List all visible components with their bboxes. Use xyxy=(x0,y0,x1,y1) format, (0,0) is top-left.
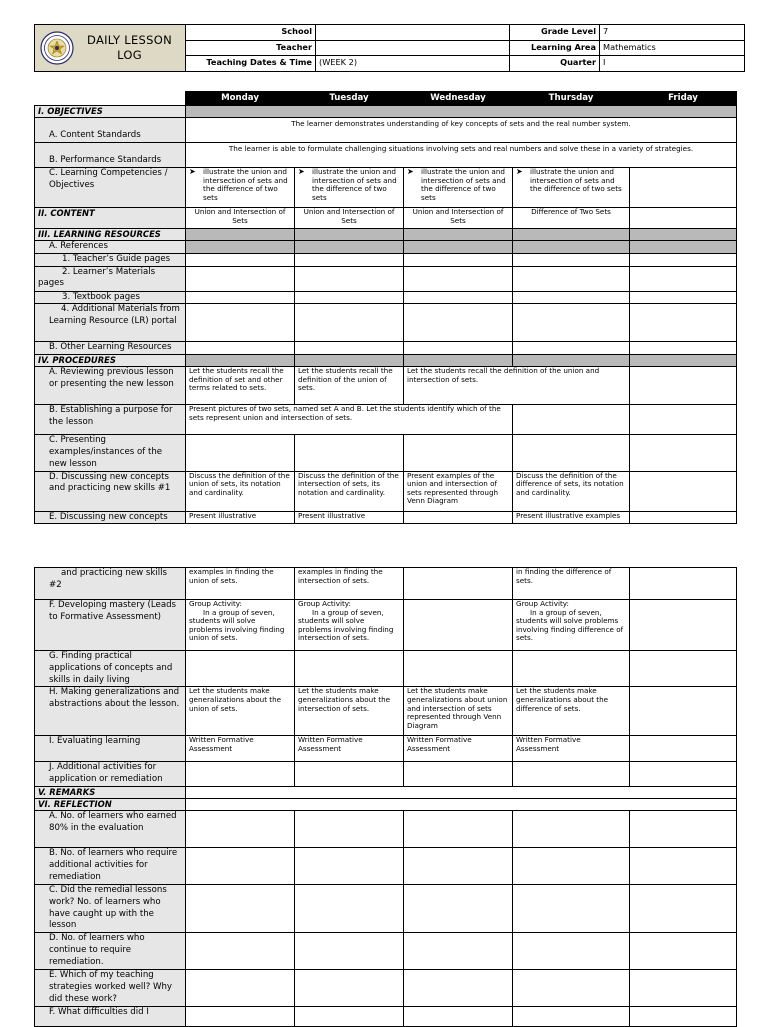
header-table xyxy=(34,24,745,72)
quarter-label: Quarter xyxy=(510,56,600,72)
arrow-bullet-icon: ➤ xyxy=(298,167,305,176)
discuss2-thursday-cont: in finding the difference of sets. xyxy=(513,568,630,600)
arrow-bullet-icon: ➤ xyxy=(189,167,196,176)
discuss1-thursday: Discuss the definition of the difference of sets, its notation and cardinality. xyxy=(513,471,630,511)
competency-friday xyxy=(630,168,737,208)
teaching-dates-label: Teaching Dates & Time xyxy=(186,56,316,72)
row-label-references: A. References xyxy=(35,241,186,254)
discuss2-monday-cont: examples in finding the union of sets. xyxy=(186,568,295,600)
generalization-thursday: Let the students make generalizations about the difference of sets. xyxy=(513,687,630,736)
row-label-competencies: C. Learning Competencies / Objectives xyxy=(35,168,186,208)
review-friday xyxy=(630,367,737,405)
row-label-generalizations: H. Making generalizations and abstractions about the lesson. xyxy=(35,687,186,736)
content-friday xyxy=(630,208,737,229)
logo-cell xyxy=(35,25,186,72)
section-procedures: IV. PROCEDURES xyxy=(35,355,186,367)
content-wednesday: Union and Intersection of Sets xyxy=(404,208,513,229)
row-label-reviewing: A. Reviewing previous lesson or presenting the new lesson xyxy=(35,367,186,405)
quarter-value: I xyxy=(600,56,745,72)
performance-standards-text: The learner is able to formulate challenging situations involving sets and real numbers and solve these in a variety of strategies. xyxy=(186,143,737,168)
day-header-thursday: Thursday xyxy=(513,92,630,106)
school-field xyxy=(316,25,510,41)
discuss1-monday: Discuss the definition of the union of sets, its notation and cardinality. xyxy=(186,471,295,511)
discuss2-monday: Present illustrative xyxy=(186,511,295,524)
row-label-content-standards: A. Content Standards xyxy=(35,118,186,143)
arrow-bullet-icon: ➤ xyxy=(407,167,414,176)
school-label: School xyxy=(186,25,316,41)
deped-seal-icon xyxy=(40,31,74,65)
row-label-additional-activities: J. Additional activities for application or remediation xyxy=(35,762,186,787)
section-bar xyxy=(186,106,737,118)
review-monday: Let the students recall the definition of set and other terms related to sets. xyxy=(186,367,295,405)
row-label-discussing-2-cont: and practicing new skills #2 xyxy=(35,568,186,600)
row-label-tg-pages: 1. Teacher’s Guide pages xyxy=(35,253,186,266)
row-label-reflection-c: C. Did the remedial lessons work? No. of learners who have caught up with the lesson xyxy=(35,884,186,932)
row-label-presenting: C. Presenting examples/instances of the new lesson xyxy=(35,435,186,471)
row-label-lm-pages: 2. Learner’s Materials pages xyxy=(35,266,186,291)
competency-wednesday: ➤ illustrate the union and intersection of sets and the difference of two sets xyxy=(404,168,513,208)
evaluation-wednesday: Written Formative Assessment xyxy=(404,736,513,762)
day-header-wednesday: Wednesday xyxy=(404,92,513,106)
content-monday: Union and Intersection of Sets xyxy=(186,208,295,229)
day-header-monday: Monday xyxy=(186,92,295,106)
section-objectives: I. OBJECTIVES xyxy=(35,106,186,118)
blank-corner xyxy=(35,92,186,106)
content-standards-text: The learner demonstrates understanding of key concepts of sets and the real number system. xyxy=(186,118,737,143)
section-learning-resources: III. LEARNING RESOURCES xyxy=(35,229,186,241)
mastery-tuesday: Group Activity: In a group of seven, students will solve problems involving finding intersection of sets. xyxy=(295,600,404,651)
lesson-table-page2 xyxy=(34,567,737,1027)
arrow-bullet-icon: ➤ xyxy=(516,167,523,176)
teacher-label: Teacher xyxy=(186,40,316,56)
competency-thursday: ➤ illustrate the union and intersection of sets and the difference of two sets xyxy=(513,168,630,208)
grade-level-value: 7 xyxy=(600,25,745,41)
row-label-purpose: B. Establishing a purpose for the lesson xyxy=(35,405,186,435)
evaluation-tuesday: Written Formative Assessment xyxy=(295,736,404,762)
discuss1-tuesday: Discuss the definition of the intersection of sets, its notation and cardinality. xyxy=(295,471,404,511)
section-reflection: VI. REFLECTION xyxy=(35,798,186,810)
review-tuesday: Let the students recall the definition of the union of sets. xyxy=(295,367,404,405)
row-label-textbook-pages: 3. Textbook pages xyxy=(35,291,186,304)
section-remarks: V. REMARKS xyxy=(35,786,186,798)
generalization-tuesday: Let the students make generalizations about the intersection of sets. xyxy=(295,687,404,736)
row-label-reflection-a: A. No. of learners who earned 80% in the evaluation xyxy=(35,810,186,847)
competency-tuesday: ➤ illustrate the union and intersection of sets and the difference of two sets xyxy=(295,168,404,208)
day-header-friday: Friday xyxy=(630,92,737,106)
grade-level-label: Grade Level xyxy=(510,25,600,41)
discuss2-tuesday: Present illustrative xyxy=(295,511,404,524)
section-content: II. CONTENT xyxy=(35,208,186,229)
mastery-monday: Group Activity: In a group of seven, students will solve problems involving finding union of sets. xyxy=(186,600,295,651)
teacher-field xyxy=(316,40,510,56)
row-label-discussing-1: D. Discussing new concepts and practicing new skills #1 xyxy=(35,471,186,511)
row-label-additional-materials: 4. Additional Materials from Learning Resource (LR) portal xyxy=(35,304,186,342)
row-label-reflection-b: B. No. of learners who require additional activities for remediation xyxy=(35,847,186,884)
row-label-performance-standards: B. Performance Standards xyxy=(35,143,186,168)
content-tuesday: Union and Intersection of Sets xyxy=(295,208,404,229)
row-label-reflection-f: F. What difficulties did I xyxy=(35,1007,186,1027)
evaluation-monday: Written Formative Assessment xyxy=(186,736,295,762)
lesson-table-page1 xyxy=(34,91,737,524)
row-label-other-resources: B. Other Learning Resources xyxy=(35,342,186,355)
mastery-thursday: Group Activity: In a group of seven, students will solve problems involving finding difference of sets. xyxy=(513,600,630,651)
row-label-practical: G. Finding practical applications of concepts and skills in daily living xyxy=(35,651,186,687)
row-label-evaluating: I. Evaluating learning xyxy=(35,736,186,762)
content-thursday: Difference of Two Sets xyxy=(513,208,630,229)
row-label-reflection-d: D. No. of learners who continue to require remediation. xyxy=(35,933,186,970)
learning-area-label: Learning Area xyxy=(510,40,600,56)
teaching-dates-value: (WEEK 2) xyxy=(316,56,510,72)
document-title: DAILY LESSON LOG xyxy=(87,33,172,62)
learning-area-value: Mathematics xyxy=(600,40,745,56)
row-label-mastery: F. Developing mastery (Leads to Formative Assessment) xyxy=(35,600,186,651)
day-header-tuesday: Tuesday xyxy=(295,92,404,106)
competency-monday: ➤ illustrate the union and intersection of sets and the difference of two sets xyxy=(186,168,295,208)
discuss1-wednesday: Present examples of the union and intersection of sets represented through Venn Diagram xyxy=(404,471,513,511)
row-label-discussing-2: E. Discussing new concepts xyxy=(35,511,186,524)
generalization-wednesday: Let the students make generalizations about union and intersection of sets represented through Venn Diagram xyxy=(404,687,513,736)
discuss2-thursday: Present illustrative examples xyxy=(513,511,630,524)
generalization-monday: Let the students make generalizations about the union of sets. xyxy=(186,687,295,736)
purpose-text: Present pictures of two sets, named set A and B. Let the students identify which of the sets represent union and intersection of sets. xyxy=(186,405,513,435)
discuss2-tuesday-cont: examples in finding the intersection of sets. xyxy=(295,568,404,600)
evaluation-thursday: Written Formative Assessment xyxy=(513,736,630,762)
review-wednesday: Let the students recall the definition of the union and intersection of sets. xyxy=(404,367,630,405)
row-label-reflection-e: E. Which of my teaching strategies worked well? Why did these work? xyxy=(35,970,186,1007)
